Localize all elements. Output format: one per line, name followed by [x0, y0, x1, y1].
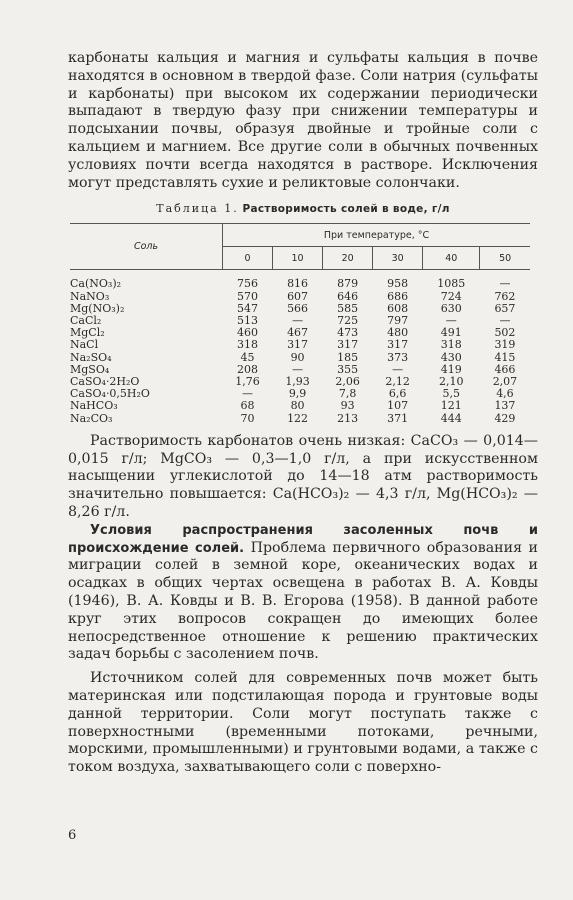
value-cell: 6,6	[388, 387, 407, 401]
value-cell: —	[292, 362, 304, 376]
value-cell: —	[445, 313, 457, 327]
value-cell: 93	[340, 399, 355, 413]
value-cell: 429	[494, 411, 516, 425]
value-cell: 318	[237, 338, 259, 352]
value-cell: 879	[337, 277, 359, 291]
temp-header-cell: 50	[480, 247, 530, 270]
table-row	[70, 291, 530, 303]
value-cell: 2,06	[335, 375, 360, 388]
value-cell: 491	[440, 326, 462, 340]
value-cell: 7,8	[338, 387, 357, 401]
section-paragraph	[68, 522, 538, 664]
value-cell: 646	[337, 289, 359, 303]
value-cell: 460	[237, 326, 259, 340]
value-cell: —	[499, 313, 511, 327]
value-cell: 419	[440, 362, 462, 376]
value-cell: 9,9	[288, 387, 307, 401]
value-cell: 1,76	[235, 375, 260, 388]
value-cell: —	[392, 362, 404, 376]
value-cell: —	[499, 277, 511, 291]
carbonate-paragraph: Растворимость карбонатов очень низкая: CaCO₃ — 0,014—0,015 г/л; MgCO₃ — 0,3—1,0 г/л, а при искусственном насыщении углекислотой до 14—18 атм растворимость значительно повышается: Ca(HCO₃)₂ — 4,3 г/л, Mg(HCO₃)₂ — 8,26 г/л.	[68, 432, 538, 520]
salt-name-cell: Na₂CO₃	[70, 411, 113, 425]
value-cell: 466	[494, 362, 516, 376]
salt-name-cell: CaCl₂	[70, 313, 102, 327]
salt-name-cell: Mg(NO₃)₂	[70, 301, 125, 315]
value-cell: 213	[337, 411, 359, 425]
value-cell: 513	[237, 313, 259, 327]
value-cell: 137	[494, 399, 516, 413]
salt-column-header: Соль	[70, 224, 223, 270]
value-cell: 502	[494, 326, 516, 340]
value-cell: 318	[440, 338, 462, 352]
value-cell: 319	[494, 338, 516, 352]
value-cell: 444	[440, 411, 462, 425]
salt-name-cell: Na₂SO₄	[70, 350, 112, 364]
value-cell: 547	[237, 301, 259, 315]
table-title: Растворимость солей в воде, г/л	[242, 203, 450, 216]
value-cell: 725	[337, 313, 359, 327]
salt-name-cell: NaCl	[70, 338, 99, 352]
value-cell: 467	[287, 326, 309, 340]
value-cell: —	[292, 313, 304, 327]
value-cell: 630	[440, 301, 462, 315]
value-cell: 317	[337, 338, 359, 352]
table-row	[70, 400, 530, 412]
table-row	[70, 413, 530, 425]
temp-header-cell: 40	[423, 247, 480, 270]
intro-paragraph: карбонаты кальция и магния и сульфаты кальция в почве находятся в основном в твердой фазе. Соли натрия (сульфаты и карбонаты) при высоком их содержании периодически выпадают в твердую фазу при снижении температуры и подсыхании почвы, образуя двойные и тройные соли с кальцием и магнием. Все другие соли в обычных почвенных условиях почти всегда находятся в растворе. Исключения могут представлять сухие и реликтовые солончаки.	[68, 50, 538, 191]
table-caption	[68, 202, 538, 215]
value-cell: 585	[337, 301, 359, 315]
page-number: 6	[68, 828, 77, 843]
value-cell: 607	[287, 289, 309, 303]
temperature-header: При температуре, °C	[223, 224, 531, 247]
value-cell: 317	[287, 338, 309, 352]
value-cell: 958	[387, 277, 409, 291]
salt-name-cell: MgSO₄	[70, 362, 110, 376]
value-cell: 566	[287, 301, 309, 315]
value-cell: 480	[387, 326, 409, 340]
salt-name-cell: CaSO₄·0,5H₂O	[70, 387, 150, 401]
table-row	[70, 278, 530, 290]
value-cell: 816	[287, 277, 309, 291]
temp-header-cell: 20	[323, 247, 373, 270]
value-cell: 5,5	[442, 387, 461, 401]
value-cell: 45	[240, 350, 255, 364]
value-cell: 317	[387, 338, 409, 352]
value-cell: 415	[494, 350, 516, 364]
value-cell: 797	[387, 313, 409, 327]
table-label: Таблица 1.	[156, 202, 239, 216]
value-cell: 122	[287, 411, 309, 425]
value-cell: 121	[440, 399, 462, 413]
value-cell: 724	[440, 289, 462, 303]
value-cell: 68	[240, 399, 255, 413]
value-cell: 2,07	[492, 375, 518, 388]
value-cell: 1,93	[285, 375, 310, 388]
value-cell: 80	[290, 399, 305, 413]
sources-paragraph: Источником солей для современных почв может быть материнская или подстилающая порода и грунтовые воды данной территории. Соли могут поступать также с поверхностными (временными потоками, речными, морскими, промышленными) и грунтовыми водами, а также с током воздуха, захватывающего соли с поверхно-	[68, 670, 538, 776]
value-cell: 4,6	[496, 387, 514, 401]
value-cell: 185	[337, 350, 359, 364]
temp-header-cell: 10	[273, 247, 323, 270]
value-cell: 570	[237, 289, 259, 303]
salt-name-cell: MgCl₂	[70, 326, 105, 340]
value-cell: 756	[237, 277, 259, 291]
value-cell: 208	[237, 362, 259, 376]
value-cell: 2,10	[439, 375, 464, 388]
value-cell: 90	[290, 350, 305, 364]
value-cell: 473	[337, 326, 359, 340]
value-cell: 657	[494, 301, 516, 315]
value-cell: 371	[387, 411, 409, 425]
value-cell: 107	[387, 399, 409, 413]
value-cell: 608	[387, 301, 409, 315]
value-cell: 1085	[437, 277, 466, 291]
page-content	[68, 50, 538, 777]
value-cell: 70	[240, 411, 255, 425]
temp-header-cell: 0	[223, 247, 273, 270]
salt-name-cell: CaSO₄·2H₂O	[70, 375, 140, 388]
table-row	[70, 339, 530, 351]
value-cell: 2,12	[385, 375, 410, 388]
value-cell: 686	[387, 289, 409, 303]
temp-header-cell: 30	[373, 247, 423, 270]
salt-name-cell: NaNO₃	[70, 289, 110, 303]
salt-name-cell: Ca(NO₃)₂	[70, 277, 122, 291]
value-cell: 355	[337, 362, 359, 376]
table-row	[70, 352, 530, 364]
value-cell: 373	[387, 350, 409, 364]
value-cell: 762	[494, 289, 516, 303]
value-cell: 430	[440, 350, 462, 364]
salt-name-cell: NaHCO₃	[70, 399, 118, 413]
section-heading: Условия распространения засоленных почв и происхождение солей.	[68, 522, 538, 556]
value-cell: —	[242, 387, 254, 401]
section-text: Проблема первичного образования и миграции солей в земной коре, океанических водах и осадках в общих чертах освещена в работах В. А. Ковды (1946), В. А. Ковды и В. В. Егорова (1958). В данной работе круг этих вопросов сокращен до имеющих более непосредственное отношение к решению практических задач борьбы с засолением почв.	[68, 539, 538, 663]
solubility-table	[70, 223, 530, 424]
